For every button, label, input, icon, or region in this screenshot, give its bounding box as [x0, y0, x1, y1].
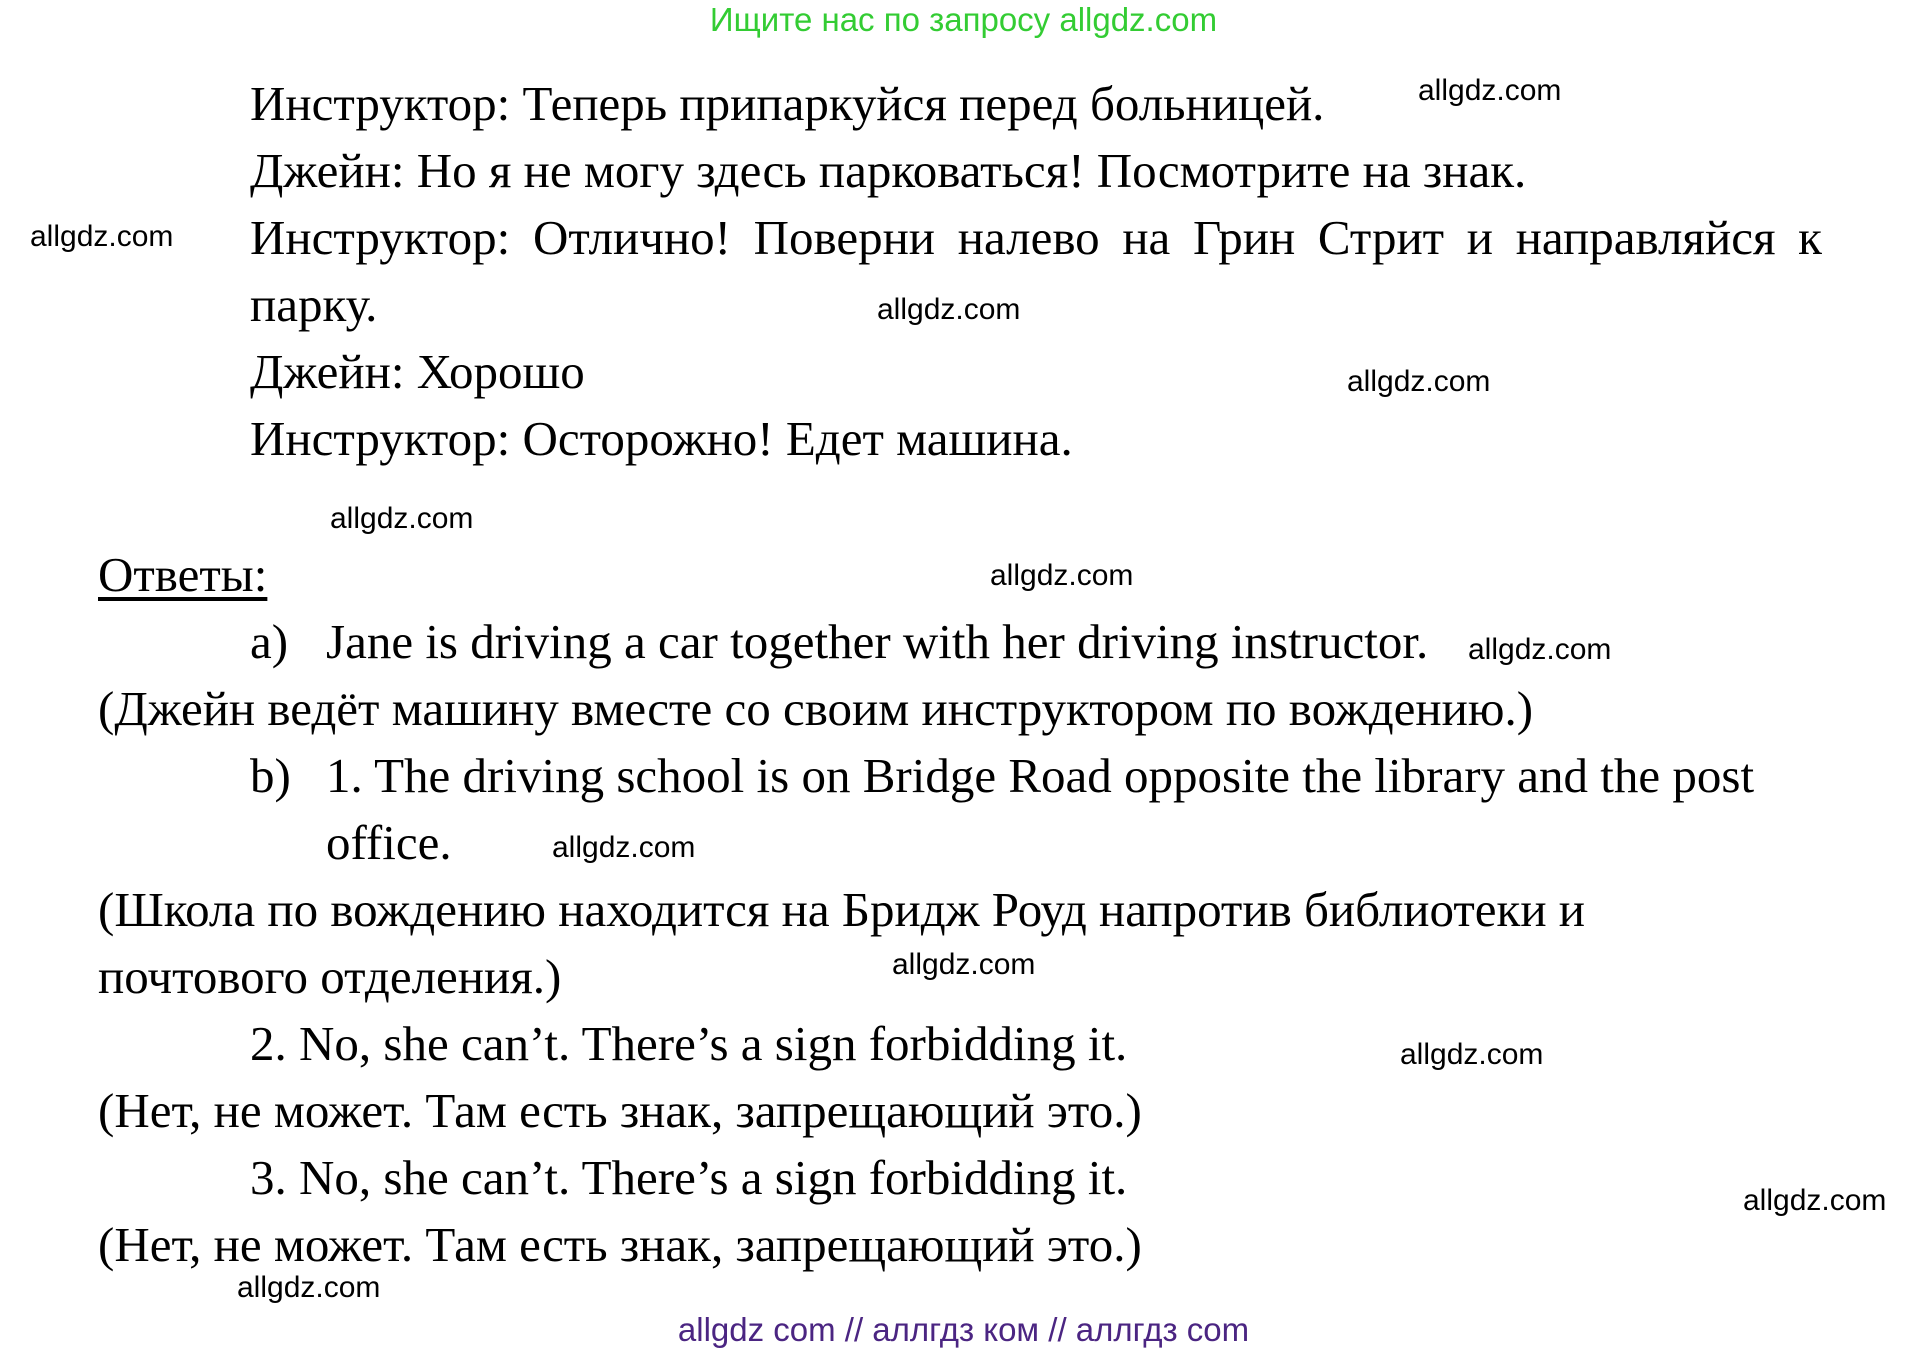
dialogue-line-3-continued: парку.	[250, 277, 378, 332]
watermark: allgdz.com	[552, 831, 696, 864]
answer-a-translation: (Джейн ведёт машину вместе со своим инструктором по вождению.)	[98, 681, 1534, 736]
watermark: allgdz.com	[990, 559, 1134, 592]
search-banner: Ищите нас по запросу allgdz.com	[709, 1, 1218, 38]
answer-b-marker: b)	[250, 748, 291, 803]
answer-b-item-2: 2. No, she can’t. There’s a sign forbidding it.	[250, 1016, 1128, 1071]
answer-a	[250, 614, 1428, 670]
answer-b-item-1	[250, 748, 1754, 804]
dialogue-line-3: Инструктор: Отлично! Поверни налево на Грин Стрит и направляйся к	[250, 210, 1822, 265]
answer-b-item-3-translation: (Нет, не может. Там есть знак, запрещающий это.)	[98, 1217, 1142, 1272]
footer-watermark: allgdz com // аллгдз ком // аллгдз com	[677, 1311, 1250, 1348]
watermark: allgdz.com	[1743, 1184, 1887, 1217]
answer-b-item-1-continued: office.	[326, 815, 452, 870]
answer-a-marker: a)	[250, 614, 289, 669]
watermark: allgdz.com	[1347, 365, 1491, 398]
answer-b-item-1-translation-2: почтового отделения.)	[98, 949, 562, 1004]
answer-b-item-1-translation-1: (Школа по вождению находится на Бридж Роуд напротив библиотеки и	[98, 882, 1586, 937]
dialogue-line-1: Инструктор: Теперь припаркуйся перед больницей.	[250, 76, 1325, 131]
watermark: allgdz.com	[1418, 74, 1562, 107]
watermark: allgdz.com	[892, 948, 1036, 981]
watermark: allgdz.com	[1400, 1038, 1544, 1071]
answers-heading: Ответы:	[98, 547, 268, 602]
answer-b-item-1-text: 1. The driving school is on Bridge Road opposite the library and the post	[326, 748, 1755, 803]
watermark: allgdz.com	[30, 220, 174, 253]
answer-b-item-3: 3. No, she can’t. There’s a sign forbidding it.	[250, 1150, 1128, 1205]
dialogue-line-2: Джейн: Но я не могу здесь парковаться! Посмотрите на знак.	[250, 143, 1527, 198]
watermark: allgdz.com	[1468, 633, 1612, 666]
dialogue-line-4: Джейн: Хорошо	[250, 344, 585, 399]
answer-a-text: Jane is driving a car together with her driving instructor.	[326, 614, 1429, 669]
watermark: allgdz.com	[237, 1271, 381, 1304]
answer-b-item-2-translation: (Нет, не может. Там есть знак, запрещающий это.)	[98, 1083, 1142, 1138]
dialogue-line-5: Инструктор: Осторожно! Едет машина.	[250, 411, 1073, 466]
watermark: allgdz.com	[877, 293, 1021, 326]
watermark: allgdz.com	[330, 502, 474, 535]
